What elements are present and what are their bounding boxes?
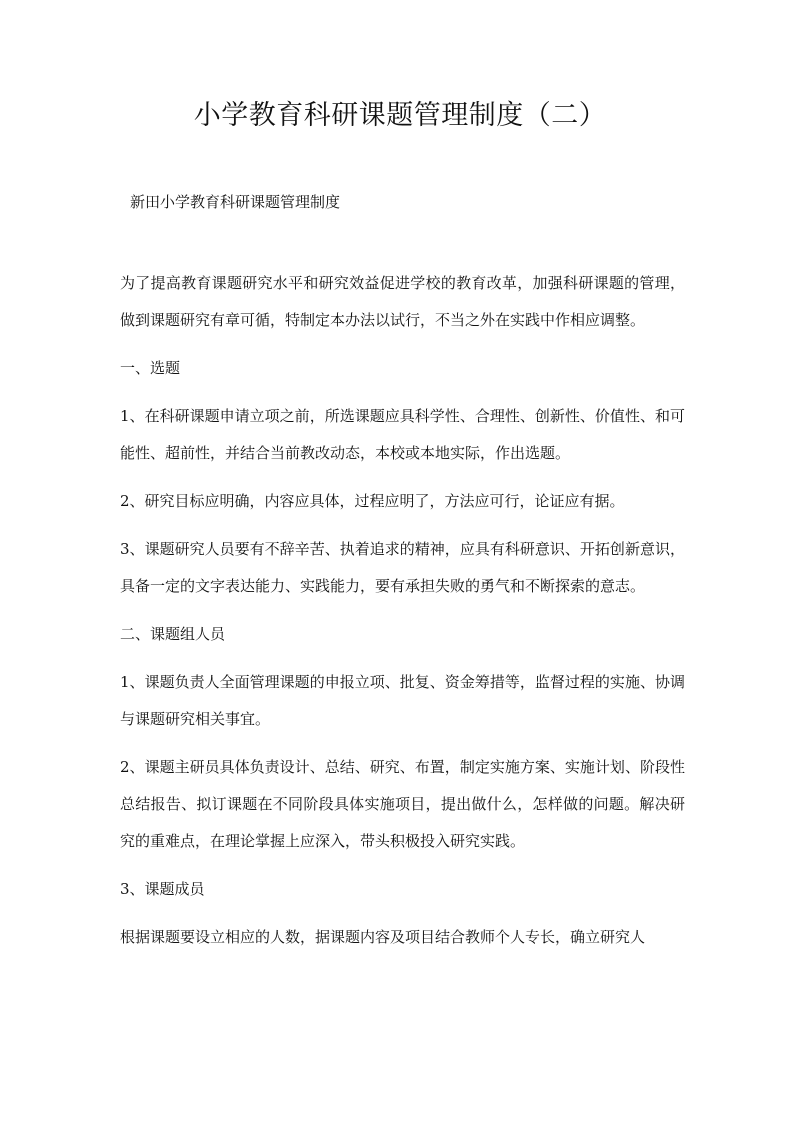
- document-subtitle: 新田小学教育科研课题管理制度: [130, 193, 341, 211]
- paragraph-item: 1、在科研课题申请立项之前，所选课题应具科学性、合理性、创新性、价值性、和可能性、超前性，并结合当前教改动态，本校或本地实际，作出选题。: [120, 407, 685, 462]
- intro-paragraph: 为了提高教育课题研究水平和研究效益促进学校的教育改革，加强科研课题的管理，做到课题研究有章可循，特制定本办法以试行，不当之外在实践中作相应调整。: [120, 274, 685, 329]
- document-body: [120, 265, 685, 967]
- paragraph-item: 3、课题研究人员要有不辞辛苦、执着追求的精神，应具有科研意识、开拓创新意识，具备一定的文字表达能力、实践能力，要有承担失败的勇气和不断探索的意志。: [120, 540, 685, 595]
- paragraph-item: 1、课题负责人全面管理课题的申报立项、批复、资金筹措等，监督过程的实施、协调与课题研究相关事宜。: [120, 673, 685, 728]
- document-title: 小学教育科研课题管理制度（二）: [193, 100, 607, 131]
- section-heading-project-team: 二、课题组人员: [120, 625, 226, 643]
- subsection-heading-team-members: 3、课题成员: [120, 880, 205, 898]
- paragraph-item: 2、研究目标应明确，内容应具体，过程应明了，方法应可行，论证应有据。: [120, 492, 625, 510]
- section-heading-topic-selection: 一、选题: [120, 359, 181, 377]
- paragraph-item: 2、课题主研员具体负责设计、总结、研究、布置，制定实施方案、实施计划、阶段性总结报告、拟订课题在不同阶段具体实施项目，提出做什么，怎样做的问题。解决研究的重难点，在理论掌握上应深入，带头积极投入研究实践。: [120, 758, 685, 850]
- paragraph-item: 根据课题要设立相应的人数，据课题内容及项目结合教师个人专长，确立研究人: [120, 928, 646, 946]
